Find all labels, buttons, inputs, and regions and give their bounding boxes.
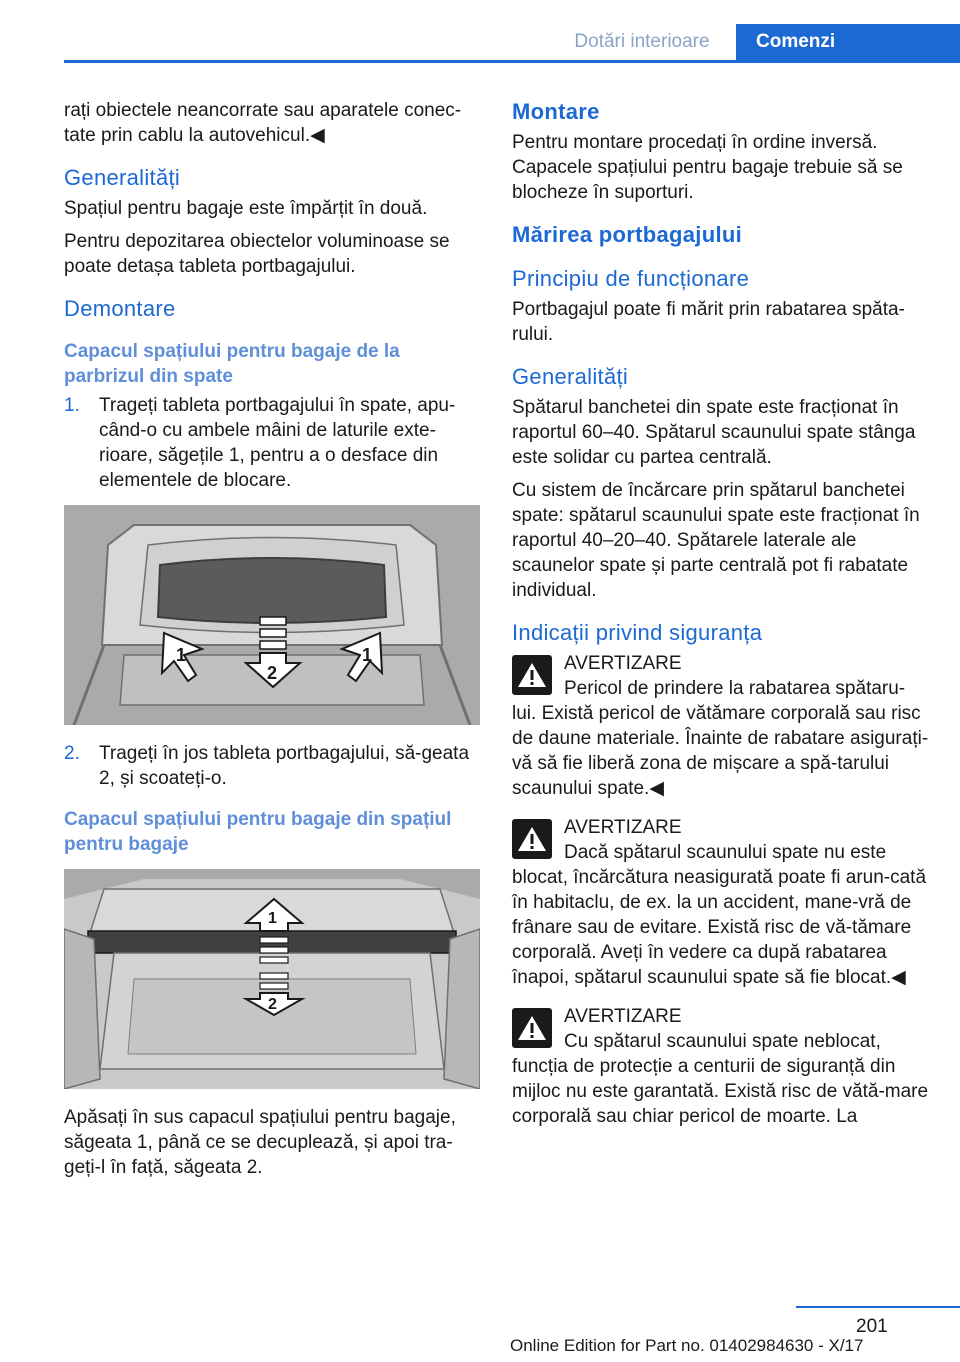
step-2	[64, 741, 480, 791]
subheading-rear-window-cover: Capacul spațiului pentru bagaje de la parbrizul din spate	[64, 341, 400, 387]
warning-triangle-icon	[512, 655, 552, 695]
step-text: Trageți în jos tableta portbagajului, să‐geata 2, și scoateți-o.	[99, 743, 470, 789]
footer-rule	[796, 1306, 960, 1308]
general-right-text-2: Cu sistem de încărcare prin spătarul banchetei spate: spătarul scaunului spate este fracționat în raportul 40–20–40. Spătarele laterale ale scaunelor spate și parte centrală pot fi rabatate individual.	[512, 480, 920, 601]
step-text: Trageți tableta portbagajului în spate, apu‐când-o cu ambele mâini de laturile exte‐rioare, săgețile 1, pentru a o desface din elementele de blocare.	[99, 395, 456, 491]
warning-text: funcția de protecție a centurii de siguranță din mijloc nu este garantată. Există risc de vătă‐mare corporală sau chiar pericol de moarte. La	[512, 1056, 929, 1127]
right-column	[512, 98, 932, 1135]
warning-title: AVERTIZARE	[564, 1006, 682, 1027]
warning-first-line: Dacă spătarul scaunului spate nu este	[564, 842, 887, 863]
warning-text: lui. Există pericol de vătămare corporală sau risc de daune materiale. Înainte de rabatare asigurați-vă să fie liberă zona de mișcare a spă‐tarului scaunului spate.◀	[512, 703, 929, 799]
header-section-label: Dotări interioare	[574, 31, 710, 52]
intro-text: rați obiectele neancorrate sau aparatele conec‐tate prin cablu la autovehicul.◀	[64, 100, 462, 146]
figure-trunk-cover-removal	[64, 869, 480, 1089]
page-number: 201	[856, 1316, 888, 1337]
warning-first-line: Cu spătarul scaunului spate neblocat,	[564, 1031, 881, 1052]
step-number: 1.	[64, 395, 80, 416]
principle-text: Portbagajul poate fi mărit prin rabatarea spăta‐rului.	[512, 299, 905, 345]
figure-label-arrow-1-right: 1	[362, 645, 373, 665]
warning-title: AVERTIZARE	[564, 817, 682, 838]
general-right-text-1: Spătarul banchetei din spate este fracționat în raportul 60–40. Spătarul scaunului spate stânga este solidar cu partea centrală.	[512, 397, 916, 468]
left-column	[64, 98, 480, 1188]
heading-general: Generalități	[64, 165, 181, 190]
heading-enlarge-trunk: Mărirea portbagajului	[512, 222, 743, 247]
general-text-2: Pentru depozitarea obiectelor voluminoase se poate detașa tableta portbagajului.	[64, 231, 450, 277]
figure-label-arrow-1: 1	[268, 910, 277, 927]
edition-note: Online Edition for Part no. 01402984630 - X/17	[510, 1336, 864, 1355]
header-rule	[64, 60, 960, 63]
general-text-1: Spațiul pentru bagaje este împărțit în două.	[64, 198, 428, 219]
step-1	[64, 393, 480, 493]
heading-principle: Principiu de funcționare	[512, 266, 750, 291]
warning-title: AVERTIZARE	[564, 653, 682, 674]
warning-block-2	[512, 815, 932, 990]
heading-general-right: Generalități	[512, 364, 629, 389]
warning-triangle-icon	[512, 819, 552, 859]
subheading-trunk-cover: Capacul spațiului pentru bagaje din spațiul pentru bagaje	[64, 809, 452, 855]
mount-text-2: Capacele spațiului pentru bagaje trebuie să se blocheze în suporturi.	[512, 157, 903, 203]
final-text: Apăsați în sus capacul spațiului pentru bagaje, săgeata 1, până ce se decuplează, și apoi tra‐geți-l în față, săgeata 2.	[64, 1107, 456, 1178]
mount-text-1: Pentru montare procedați în ordine inversă.	[512, 132, 878, 153]
heading-safety: Indicații privind siguranța	[512, 620, 763, 645]
step-number: 2.	[64, 743, 80, 764]
figure-label-arrow-1-left: 1	[176, 645, 187, 665]
warning-block-1	[512, 651, 932, 801]
heading-mount: Montare	[512, 99, 600, 124]
figure-label-arrow-2: 2	[268, 996, 277, 1013]
figure-label-arrow-2: 2	[267, 663, 278, 683]
figure-parcel-shelf-removal	[64, 505, 480, 725]
heading-remove: Demontare	[64, 296, 176, 321]
warning-triangle-icon	[512, 1008, 552, 1048]
warning-text: blocat, încărcătura neasigurată poate fi arun‐cată în habitaclu, de ex. la un accident, mane‐vră de frânare sau de evitare. Există risc de vă‐tămare corporală. Aveți în vedere ca după rabatarea înapoi, spătarul scaunului spate să fie blocat.◀	[512, 867, 927, 988]
header-tab-active: Comenzi	[736, 24, 960, 63]
warning-first-line: Pericol de prindere la rabatarea spătaru‐	[564, 678, 906, 699]
warning-block-3	[512, 1004, 932, 1129]
